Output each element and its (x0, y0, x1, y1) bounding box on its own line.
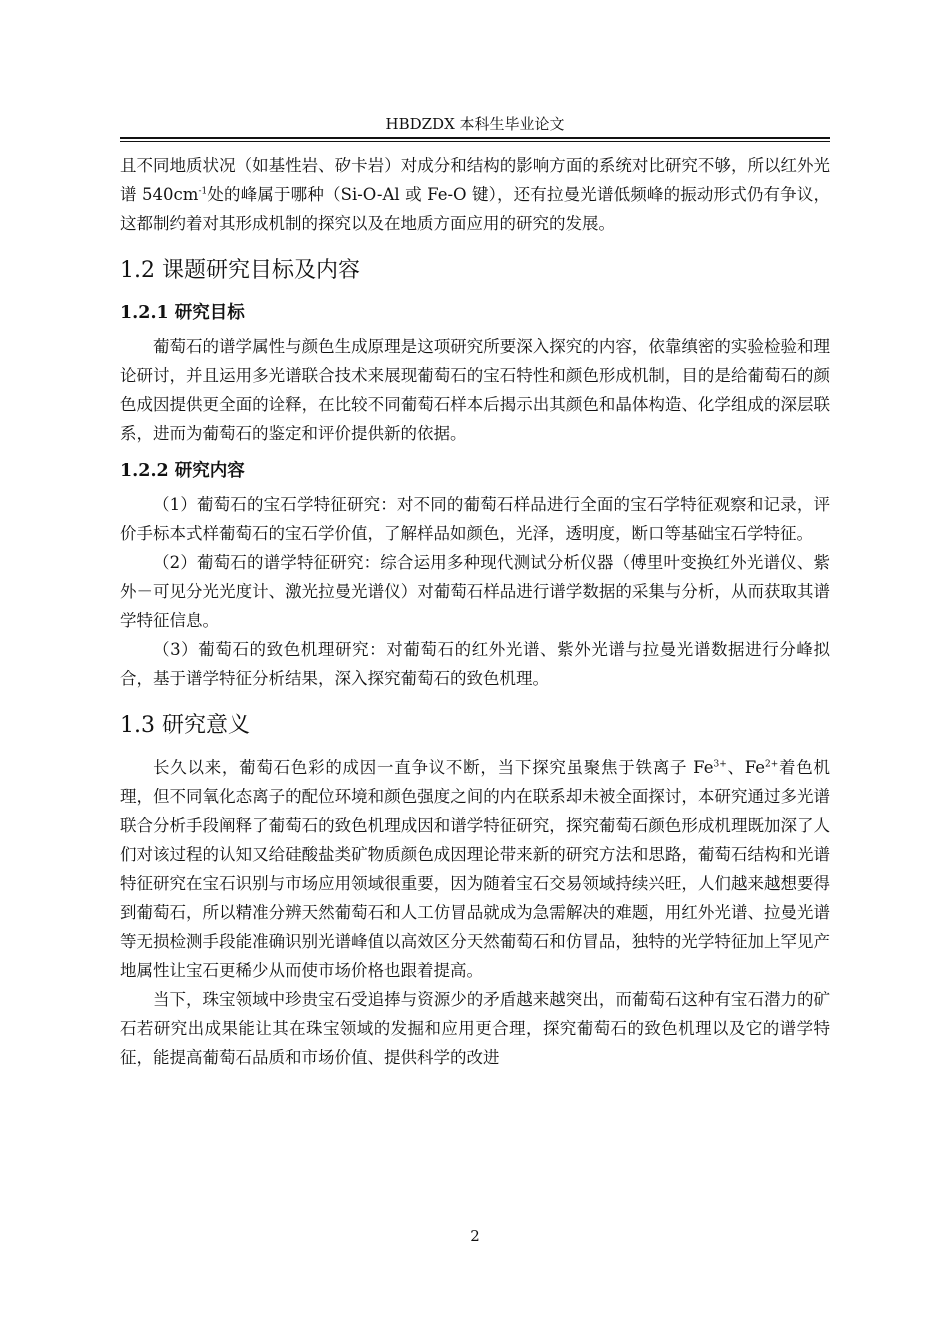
research-item-1: （1）葡萄石的宝石学特征研究：对不同的葡萄石样品进行全面的宝石学特征观察和记录，评价手标本式样葡萄石的宝石学价值，了解样品如颜色，光泽，透明度，断口等基础宝石学特征。 (120, 495, 830, 543)
header-rule-thin (120, 141, 830, 142)
research-item-2: （2）葡萄石的谱学特征研究：综合运用多种现代测试分析仪器（傅里叶变换红外光谱仪、紫外－可见分光光度计、激光拉曼光谱仪）对葡萄石样品进行谱学数据的采集与分析，从而获取其谱学特征信息。 (120, 553, 830, 630)
significance-paragraph-1 (120, 753, 830, 985)
subsection-heading-1-2-2: 1.2.2 研究内容 (120, 461, 245, 481)
intro-paragraph (120, 151, 830, 238)
significance-text-2: 、Fe (726, 758, 766, 777)
fe2-superscript: 2+ (765, 759, 779, 770)
fe3-superscript: 3+ (713, 759, 727, 770)
running-header: HBDZDX 本科生毕业论文 (385, 115, 565, 133)
page-body (120, 151, 830, 1072)
section-heading-1-3: 1.3 研究意义 (120, 713, 250, 738)
subsection-heading-1-2-1: 1.2.1 研究目标 (120, 303, 245, 323)
research-item-3: （3）葡萄石的致色机理研究：对葡萄石的红外光谱、紫外光谱与拉曼光谱数据进行分峰拟合，基于谱学特征分析结果，深入探究葡萄石的致色机理。 (120, 640, 830, 688)
significance-paragraph-2: 当下，珠宝领域中珍贵宝石受追捧与资源少的矛盾越来越突出，而葡萄石这种有宝石潜力的矿石若研究出成果能让其在珠宝领域的发掘和应用更合理，探究葡萄石的致色机理以及它的谱学特征，能提高葡萄石品质和市场价值、提供科学的改进 (120, 990, 830, 1067)
section-heading-1-2: 1.2 课题研究目标及内容 (120, 258, 360, 283)
research-goal-paragraph: 葡萄石的谱学属性与颜色生成原理是这项研究所要深入探究的内容，依靠缜密的实验检验和理论研讨，并且运用多光谱联合技术来展现葡萄石的宝石特性和颜色形成机制，目的是给葡萄石的颜色成因提供更全面的诠释，在比较不同葡萄石样本后揭示出其颜色和晶体构造、化学组成的深层联系，进而为葡萄石的鉴定和评价提供新的依据。 (120, 337, 830, 443)
significance-text-3: 着色机理，但不同氧化态离子的配位环境和颜色强度之间的内在联系却未被全面探讨，本研究通过多光谱联合分析手段阐释了葡萄石的致色机理成因和谱学特征研究，探究葡萄石颜色形成机理既加深了人们对该过程的认知又给硅酸盐类矿物质颜色成因理论带来新的研究方法和思路，葡萄石结构和光谱特征研究在宝石识别与市场应用领域很重要，因为随着宝石交易领域持续兴旺，人们越来越想要得到葡萄石，所以精准分辨天然葡萄石和人工仿冒品就成为急需解决的难题，用红外光谱、拉曼光谱等无损检测手段能准确识别光谱峰值以高效区分天然葡萄石和仿冒品，独特的光学特征加上罕见产地属性让宝石更稀少从而使市场价格也跟着提高。 (120, 758, 831, 980)
intro-superscript: -1 (198, 186, 208, 197)
intro-text-1: 且不同地质状况（如基性岩、矽卡岩）对成分和结构的影响方面的系统对比研究不够，所以红外光谱 540cm (120, 156, 830, 204)
page-number: 2 (470, 1227, 480, 1245)
intro-text-2: 处的峰属于哪种（Si-O-Al 或 Fe-O 键），还有拉曼光谱低频峰的振动形式仍有争议，这都制约着对其形成机制的探究以及在地质方面应用的研究的发展。 (120, 185, 830, 233)
significance-text-1: 长久以来，葡萄石色彩的成因一直争议不断，当下探究虽聚焦于铁离子 Fe (153, 758, 714, 777)
header-rule-thick (120, 137, 830, 139)
